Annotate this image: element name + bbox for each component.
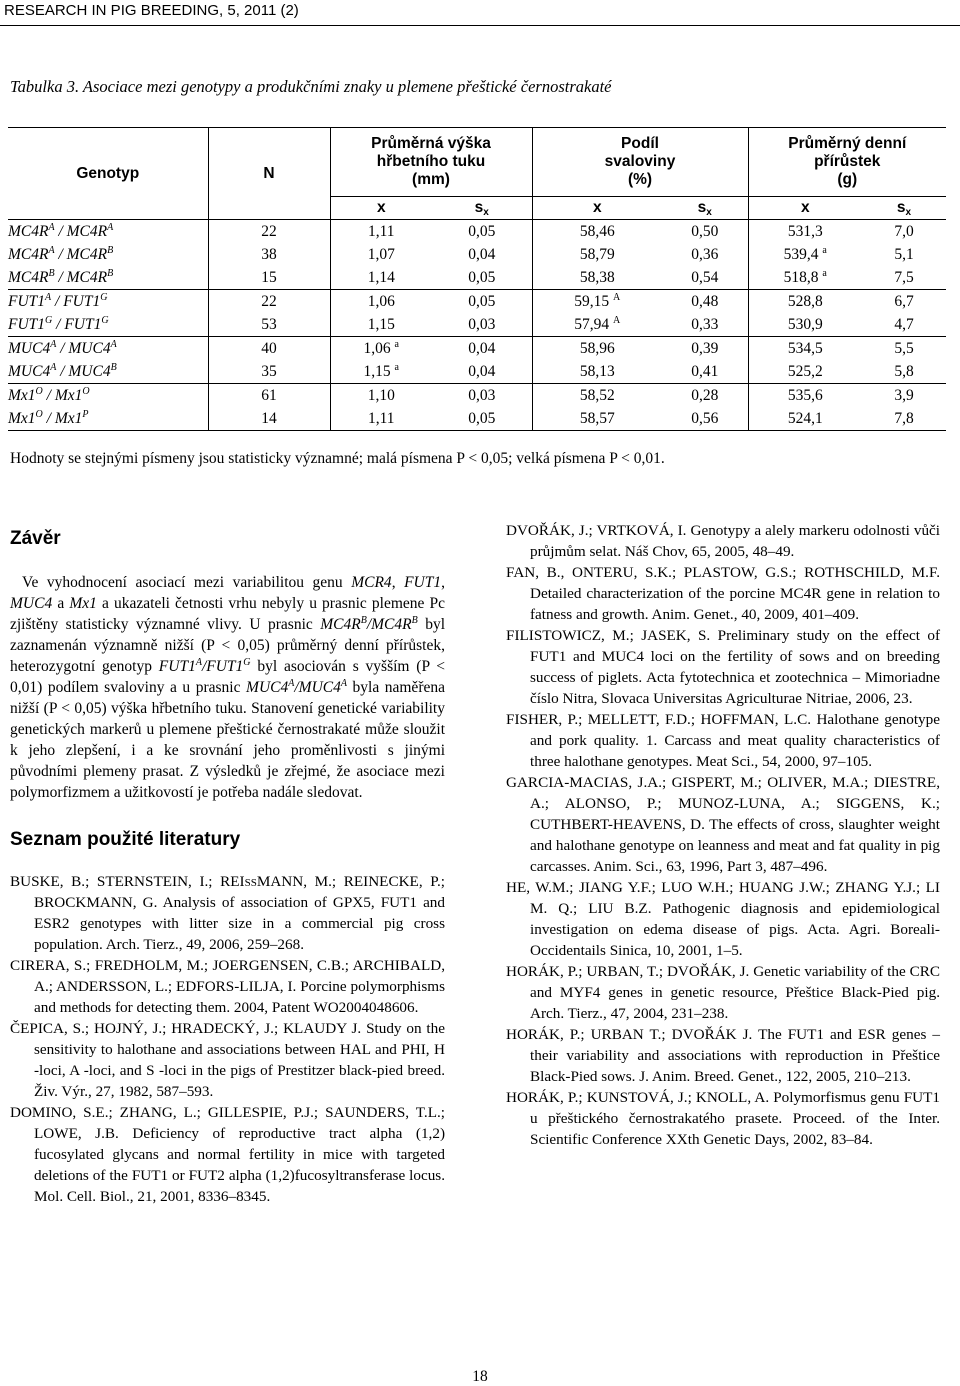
reference-authors: GARCIA-MACIAS, J.A.; GISPERT, M.; OLIVER, M.A.; DIESTRE, A.; ALONSO, P.; MUNOZ-LUNA, A.; SIGGENS, K.; CUTHBERT-HEAVENS, D. xyxy=(506,774,940,833)
reference-text: Halothane genotype and pork quality. 1. Carcass and meat quality characteristics of three halothane genotypes. Meat Sci., 54, 2000, 97–105. xyxy=(530,711,940,770)
mean-cell: 1,11 xyxy=(367,223,395,240)
sd-cell: 0,33 xyxy=(662,313,748,337)
mean-cell: 1,06 xyxy=(367,293,395,310)
n-cell: 14 xyxy=(208,407,330,431)
mean-cell: 58,38 xyxy=(532,266,662,290)
mean-cell: 518,8 $^a$ xyxy=(748,266,862,290)
header-daily-gain xyxy=(748,128,946,197)
reference-item xyxy=(506,772,940,877)
sd-cell: 0,50 xyxy=(662,220,748,244)
header-backfat-line2: hřbetního tuku xyxy=(376,153,486,170)
sd-cell: 6,7 xyxy=(894,293,914,310)
mean-cell: 531,3 xyxy=(787,223,823,240)
reference-item xyxy=(506,961,940,1024)
sd-cell: 0,56 xyxy=(662,407,748,431)
reference-text: The FUT1 and ESR genes – their variability and associations with reproduction in Přeštice Black-Pied sows. J. Anim. Breed. Genet., 122, 2005, 210–213. xyxy=(530,1026,940,1085)
reference-authors: HORÁK, P.; KUNSTOVÁ, J.; KNOLL, A. xyxy=(506,1089,770,1106)
reference-text: Detailed characterization of the porcine MC4R gene in relation to fatness and growth. Anim. Genet., 40, 2009, 401–409. xyxy=(530,585,940,623)
genotype-cell: $FUT1^A / FUT1^G$ xyxy=(8,290,208,314)
header-n: N xyxy=(208,128,330,220)
table-title: Tabulka 3. Asociace mezi genotypy a produkčními znaky u plemene přeštické černostrakaté xyxy=(10,77,612,96)
reference-item xyxy=(10,871,445,955)
mean-cell: 58,57 xyxy=(532,407,662,431)
table-row xyxy=(8,266,946,290)
sd-cell: 0,04 xyxy=(432,360,532,384)
genotype-cell: $MC4R^A / MC4R^A$ xyxy=(8,220,208,244)
sd-cell: 0,03 xyxy=(432,313,532,337)
header-gain-line2: přírůstek xyxy=(814,153,881,170)
sd-cell: 0,05 xyxy=(432,290,532,314)
sd-cell: 7,0 xyxy=(894,223,914,240)
genotype-cell: $MC4R^B / MC4R^B$ xyxy=(8,266,208,290)
header-gain-line1: Průměrný denní xyxy=(788,135,907,152)
right-column xyxy=(506,520,940,1150)
conclusion-paragraph: Ve vyhodnocení asociací mezi variabilitou genu MCR4, FUT1, MUC4 a Mx1 a ukazateli četnosti vrhu nebyly u prasnic plemene Pc zjištěny statisticky významné vlivy. U prasnic $MC4R^B/MC4R^B$ byl zaznamenán významně nižší (P < 0,05) průměrný denní přírůstek, heterozygotní genotyp $FUT1^A/FUT1^G$ byl asociován s vyšším (P < 0,01) podílem svaloviny a u prasnic $MUC4^A/MUC4^A$ byla naměřena nižší (P < 0,05) výška hřbetního tuku. Stanovení genetické variability genetických markerů u plemene přeštické černostrakaté může sloužit k jeho zlepšení, i a ke srovnání jeho proměnlivosti s jinými původními plemeny prasat. Z výsledků je zřejmé, že asociace mezi polymorfizmem a užitkovostí je potřeba nadále sledovat. xyxy=(10,574,446,801)
reference-item xyxy=(10,1018,445,1102)
reference-authors: HORÁK, P.; URBAN, T.; DVOŘÁK, J. xyxy=(506,963,750,980)
table-body xyxy=(8,220,946,431)
reference-authors: FILISTOWICZ, M.; JASEK, S. xyxy=(506,627,711,644)
header-lean-line3: (%) xyxy=(627,171,653,188)
sd-cell: 3,9 xyxy=(894,387,914,404)
table-row xyxy=(8,384,946,408)
reference-text: The effects of cross, slaughter weight and halothane genotype on leanness and meat and fat quality in pig carcasses. Anim. Sci., 63, 1996, Part 3, 487–496. xyxy=(530,816,940,875)
mean-cell: 59,15 $^A$ xyxy=(574,292,621,310)
reference-item xyxy=(506,877,940,961)
reference-text: Genotypy a alely markeru odolnosti vůči průjmům selat. Náš Chov, 65, 2005, 48–49. xyxy=(530,522,941,560)
results-table-wrapper xyxy=(8,127,946,431)
table-row xyxy=(8,407,946,431)
header-backfat-line3: (mm) xyxy=(412,171,450,188)
mean-cell: 1,11 xyxy=(330,407,432,431)
genotype-cell: $Mx1^O / Mx1^O$ xyxy=(8,384,208,408)
n-cell: 40 xyxy=(208,337,330,361)
left-column xyxy=(10,520,445,1207)
subheader-sd: $s_x$ xyxy=(862,197,946,220)
sd-cell: 7,8 xyxy=(862,407,946,431)
reference-authors: HE, W.M.; JIANG Y.F.; LUO W.H.; HUANG J.W.; ZHANG Y.J.; LI M. Q.; LIU B.Z. xyxy=(506,879,940,917)
reference-authors: DVOŘÁK, J.; VRTKOVÁ, I. xyxy=(506,522,687,539)
table-row xyxy=(8,313,946,337)
sd-cell: 5,8 xyxy=(862,360,946,384)
genotype-cell: $FUT1^G / FUT1^G$ xyxy=(8,313,208,337)
reference-item xyxy=(506,1087,940,1150)
subheader-mean: x xyxy=(532,197,662,220)
reference-authors: ČEPICA, S.; HOJNÝ, J.; HRADECKÝ, J.; KLAUDY J. xyxy=(10,1020,362,1037)
mean-cell: 528,8 xyxy=(787,293,823,310)
reference-authors: DOMINO, S.E.; ZHANG, L.; GILLESPIE, P.J.; SAUNDERS, T.L.; LOWE, J.B. xyxy=(10,1104,445,1142)
mean-cell: 58,13 xyxy=(532,360,662,384)
reference-authors: BUSKE, B.; STERNSTEIN, I.; REIßMANN, M.; REINECKE, P.; BROCKMANN, G. xyxy=(10,873,445,911)
sd-cell: 0,28 xyxy=(662,384,748,408)
genotype-cell: $MUC4^A / MUC4^A$ xyxy=(8,337,208,361)
reference-text: Deficiency of reproductive tract alpha (1,2) fucosylated glycans and normal fertility in mice with targeted deletions of the FUT1 or FUT2 alpha (1,2)fucosyltransferase locus. Mol. Cell. Biol., 21, 2001, 8336–8345. xyxy=(34,1125,445,1205)
reference-item xyxy=(506,520,940,562)
mean-cell: 1,15 $^a$ xyxy=(330,360,432,384)
genotype-cell: $MUC4^A / MUC4^B$ xyxy=(8,360,208,384)
n-cell: 35 xyxy=(208,360,330,384)
table-row xyxy=(8,243,946,266)
mean-cell: 534,5 xyxy=(787,340,823,357)
mean-cell: 539,4 $^a$ xyxy=(783,245,827,263)
header-gain-line3: (g) xyxy=(837,171,858,188)
table-row xyxy=(8,360,946,384)
sd-cell: 0,41 xyxy=(662,360,748,384)
reference-item xyxy=(506,1024,940,1087)
table-row xyxy=(8,337,946,361)
n-cell: 22 xyxy=(208,290,330,314)
reference-text: Pathogenic diagnosis and epidemiological investigation on edema disease of pigs. Acta. Agri. Boreali-Occidentails Sinica, 10, 2001, 1–5. xyxy=(530,900,940,959)
genotype-cell: $Mx1^O / Mx1^P$ xyxy=(8,407,208,431)
table-row xyxy=(8,290,946,314)
reference-text: Analysis of association of GPX5, FUT1 and ESR2 genotypes with litter size in a commercial pig cross population. Arch. Tierz., 49, 2006, 259–268. xyxy=(34,894,445,953)
mean-cell: 1,14 xyxy=(330,266,432,290)
sd-cell: 7,5 xyxy=(862,266,946,290)
sd-cell: 0,03 xyxy=(432,384,532,408)
n-cell: 22 xyxy=(208,220,330,244)
reference-item xyxy=(10,1102,445,1207)
sd-cell: 0,39 xyxy=(662,337,748,361)
reference-item xyxy=(506,562,940,625)
reference-item xyxy=(506,709,940,772)
running-header: RESEARCH IN PIG BREEDING, 5, 2011 (2) xyxy=(0,0,960,26)
mean-cell: 1,06 $^a$ xyxy=(363,339,399,357)
sd-cell: 5,5 xyxy=(894,340,914,357)
n-cell: 15 xyxy=(208,266,330,290)
genotype-cell: $MC4R^A / MC4R^B$ xyxy=(8,243,208,266)
n-cell: 38 xyxy=(208,243,330,266)
mean-cell: 58,96 xyxy=(579,340,615,357)
sd-cell: 0,05 xyxy=(432,266,532,290)
reference-text: Genetic variability of the CRC and MYF4 genes in genetic resource, Přeštice Black-Pied pig. Arch. Tierz., 47, 2004, 231–238. xyxy=(530,963,940,1022)
reference-authors: FAN, B., ONTERU, S.K.; PLASTOW, G.S.; ROTHSCHILD, M.F. xyxy=(506,564,940,581)
table-row xyxy=(8,220,946,244)
references-heading: Seznam použité literatury xyxy=(10,829,241,850)
references-list-left xyxy=(10,871,445,1207)
header-backfat xyxy=(330,128,532,197)
reference-authors: HORÁK, P.; URBAN T.; DVOŘÁK J. xyxy=(506,1026,753,1043)
subheader-mean: x xyxy=(748,197,862,220)
sd-cell: 0,36 xyxy=(662,243,748,266)
sd-cell: 0,54 xyxy=(662,266,748,290)
conclusion-heading: Závěr xyxy=(10,528,61,549)
n-cell: 61 xyxy=(208,384,330,408)
header-lean-meat xyxy=(532,128,748,197)
subheader-mean: x xyxy=(330,197,432,220)
sd-cell: 4,7 xyxy=(862,313,946,337)
page-number: 18 xyxy=(472,1368,488,1385)
mean-cell: 57,94 $^A$ xyxy=(532,313,662,337)
header-lean-line1: Podíl xyxy=(621,135,659,152)
header-lean-line2: svaloviny xyxy=(604,153,676,170)
mean-cell: 1,10 xyxy=(367,387,395,404)
references-list-right xyxy=(506,520,940,1150)
sd-cell: 0,48 xyxy=(662,290,748,314)
mean-cell: 525,2 xyxy=(748,360,862,384)
reference-authors: FISHER, P.; MELLETT, F.D.; HOFFMAN, L.C. xyxy=(506,711,812,728)
sd-cell: 0,05 xyxy=(432,220,532,244)
subheader-sd: $s_x$ xyxy=(662,197,748,220)
reference-text: Polymorfismus genu FUT1 u přeštického černostrakatého prasete. Proceed. of the Inter. Scientific Conference XXth Genetic Days, 2002, 83–84. xyxy=(530,1089,940,1148)
table-note: Hodnoty se stejnými písmeny jsou statisticky významné; malá písmena P < 0,05; velká písmena P < 0,01. xyxy=(10,450,665,467)
sd-cell: 0,04 xyxy=(432,337,532,361)
subheader-sd: $s_x$ xyxy=(432,197,532,220)
reference-text: Study on the sensitivity to halothane and associations between HAL and PHI, H -loci, A -loci, and S -loci in the pigs of Prestitzer black-pied breed. Živ. Výr., 27, 1982, 587–593. xyxy=(34,1020,445,1100)
mean-cell: 58,52 xyxy=(579,387,615,404)
reference-item xyxy=(506,625,940,709)
mean-cell: 524,1 xyxy=(748,407,862,431)
header-backfat-line1: Průměrná výška xyxy=(371,135,491,152)
sd-cell: 0,05 xyxy=(432,407,532,431)
mean-cell: 1,07 xyxy=(367,246,395,263)
reference-authors: CIRERA, S.; FREDHOLM, M.; JOERGENSEN, C.B.; ARCHIBALD, A.; ANDERSSON, L.; EDFORS-LILJA, I. xyxy=(10,957,445,995)
n-cell: 53 xyxy=(208,313,330,337)
reference-item xyxy=(10,955,445,1018)
mean-cell: 1,15 xyxy=(330,313,432,337)
results-table xyxy=(8,127,946,431)
reference-text: Preliminary study on the effect of FUT1 and MUC4 loci on the fertility of sows and on breeding success of piglets. Acta fytotechnica et zootechnica – Mimoriadne číslo Nitra, Slovaca Universitas Agriculturae Nitriae, 2006, 23. xyxy=(530,627,941,707)
sd-cell: 0,04 xyxy=(432,243,532,266)
mean-cell: 58,46 xyxy=(579,223,615,240)
sd-cell: 5,1 xyxy=(894,246,914,263)
mean-cell: 58,79 xyxy=(579,246,615,263)
header-genotype: Genotyp xyxy=(8,128,208,220)
reference-text: Porcine polymorphisms and methods for detecting them. 2004, Patent WO2004048606. xyxy=(34,978,446,1016)
mean-cell: 535,6 xyxy=(787,387,823,404)
mean-cell: 530,9 xyxy=(748,313,862,337)
